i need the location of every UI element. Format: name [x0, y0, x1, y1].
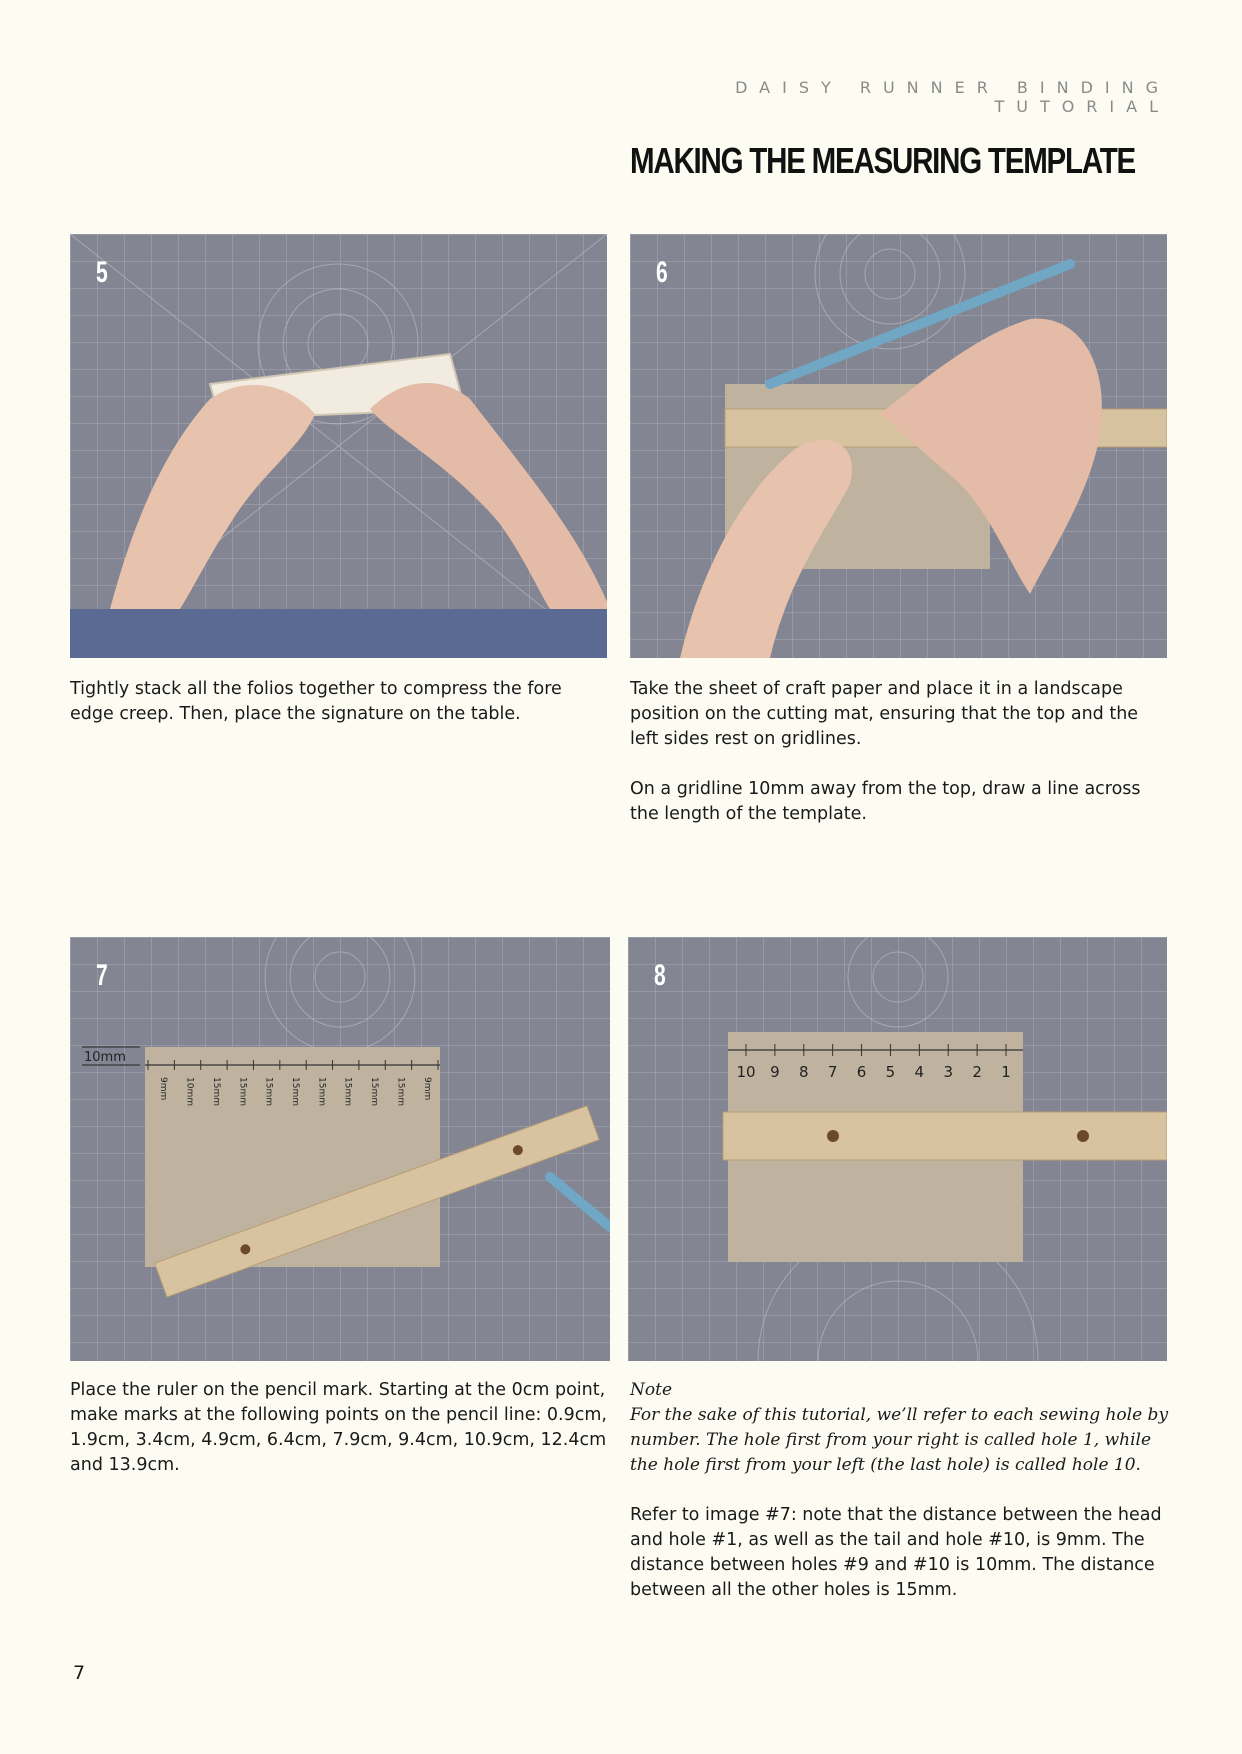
step-6-photo	[630, 234, 1167, 658]
hole-number: 1	[1001, 1063, 1011, 1081]
caption-paragraph: Take the sheet of craft paper and place it in a landscape position on the cutting mat, ensuring that the top and the left sides rest on gridlines.	[630, 679, 1139, 749]
step-number: 8	[654, 959, 666, 992]
step-7-caption	[70, 1378, 615, 1503]
step-5-photo	[70, 234, 607, 658]
step-5-illustration	[70, 234, 607, 658]
spacing-label: 15mm	[316, 1077, 327, 1106]
step-6-caption	[630, 677, 1170, 852]
step-8-photo	[628, 937, 1167, 1361]
step-8-illustration	[628, 937, 1167, 1361]
hole-number: 3	[943, 1063, 953, 1081]
hole-number: 8	[799, 1063, 809, 1081]
hole-number: 4	[914, 1063, 925, 1081]
spacing-label: 15mm	[290, 1077, 300, 1106]
spacing-label: 15mm	[237, 1077, 248, 1106]
hole-number: 9	[770, 1063, 780, 1081]
caption-paragraph: Refer to image #7: note that the distance between the head and hole #1, as well as the tail and hole #10, is 9mm. The distance between holes #9 and #10 is 10mm. The distance between all the other holes is 15mm.	[630, 1505, 1162, 1600]
spacing-label: 15mm	[395, 1077, 406, 1106]
step-6-illustration	[630, 234, 1167, 658]
hole-number: 10	[736, 1063, 756, 1081]
hole-number: 7	[827, 1063, 838, 1081]
spacing-label: 10mm	[184, 1077, 195, 1106]
caption-paragraph: Tightly stack all the folios together to compress the fore edge creep. Then, place the signature on the table.	[70, 679, 562, 724]
hole-number: 5	[885, 1063, 896, 1081]
step-number: 7	[96, 959, 108, 992]
spacing-label: 15mm	[369, 1077, 380, 1106]
caption-paragraph: On a gridline 10mm away from the top, draw a line across the length of the template.	[630, 779, 1141, 824]
section-title: MAKING THE MEASURING TEMPLATE	[630, 140, 1135, 181]
top-margin-label: 10mm	[84, 1050, 126, 1065]
spacing-label: 9mm	[421, 1077, 432, 1101]
step-7-illustration	[70, 937, 610, 1361]
spacing-label: 15mm	[210, 1077, 221, 1106]
spacing-label: 15mm	[342, 1077, 353, 1106]
note-text: For the sake of this tutorial, we’ll refer to each sewing hole by number. The hole first from your right is called hole 1, while the hole first from your left (the last hole) is called hole 10.	[630, 1405, 1169, 1475]
spacing-label: 9mm	[158, 1077, 169, 1101]
step-number: 5	[96, 256, 108, 289]
running-head: DAISY RUNNER BINDING TUTORIAL	[735, 78, 1170, 116]
wooden-ruler	[723, 1112, 1167, 1160]
spacing-label: 15mm	[263, 1077, 274, 1106]
step-7-photo	[70, 937, 610, 1361]
note-label: Note	[630, 1380, 673, 1400]
hole-number: 6	[856, 1063, 867, 1081]
page-number: 7	[73, 1662, 86, 1684]
hole-number: 2	[972, 1063, 982, 1081]
caption-paragraph: Place the ruler on the pencil mark. Starting at the 0cm point, make marks at the following points on the pencil line: 0.9cm, 1.9cm, 3.4cm, 4.9cm, 6.4cm, 7.9cm, 9.4cm, 10.9cm, 12.4cm and 13.9cm.	[70, 1380, 607, 1475]
step-5-caption	[70, 677, 610, 752]
step-number: 6	[656, 256, 668, 289]
note-block	[630, 1378, 1175, 1478]
blue-table-surface	[70, 609, 607, 658]
step-8-caption	[630, 1378, 1175, 1628]
